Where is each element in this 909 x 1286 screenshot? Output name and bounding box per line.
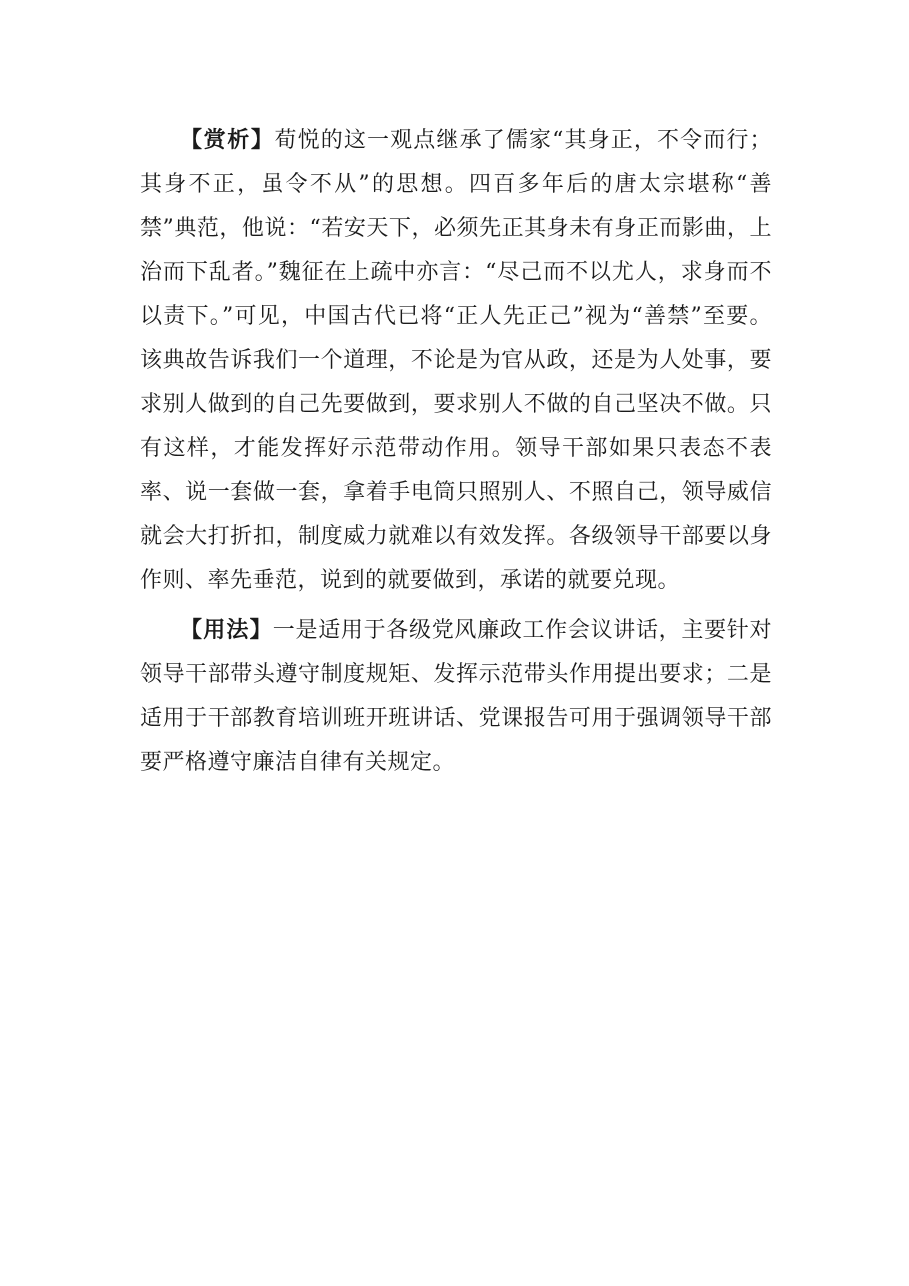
usage-label: 【用法】 — [180, 618, 273, 643]
appreciation-paragraph — [140, 119, 772, 603]
usage-text: 一是适用于各级党风廉政工作会议讲话，主要针对领导干部带头遵守制度规矩、发挥示范带头作用提出要求；二是适用于干部教育培训班开班讲话、党课报告可用于强调领导干部要严格遵守廉洁自律有关规定。 — [140, 618, 772, 775]
appreciation-label: 【赏析】 — [180, 128, 275, 153]
usage-paragraph — [140, 609, 772, 785]
document-body — [140, 119, 772, 791]
appreciation-text: 荀悦的这一观点继承了儒家“其身正，不令而行；其身不正，虽令不从”的思想。四百多年后的唐太宗堪称“善禁”典范，他说：“若安天下，必须先正其身未有身正而影曲，上治而下乱者。”魏征在上疏中亦言：“尽己而不以尤人，求身而不以责下。”可见，中国古代已将“正人先正己”视为“善禁”至要。该典故告诉我们一个道理，不论是为官从政，还是为人处事，要求别人做到的自己先要做到，要求别人不做的自己坚决不做。只有这样，才能发挥好示范带动作用。领导干部如果只表态不表率、说一套做一套，拿着手电筒只照别人、不照自己，领导威信就会大打折扣，制度威力就难以有效发挥。各级领导干部要以身作则、率先垂范，说到的就要做到，承诺的就要兑现。 — [140, 128, 772, 593]
